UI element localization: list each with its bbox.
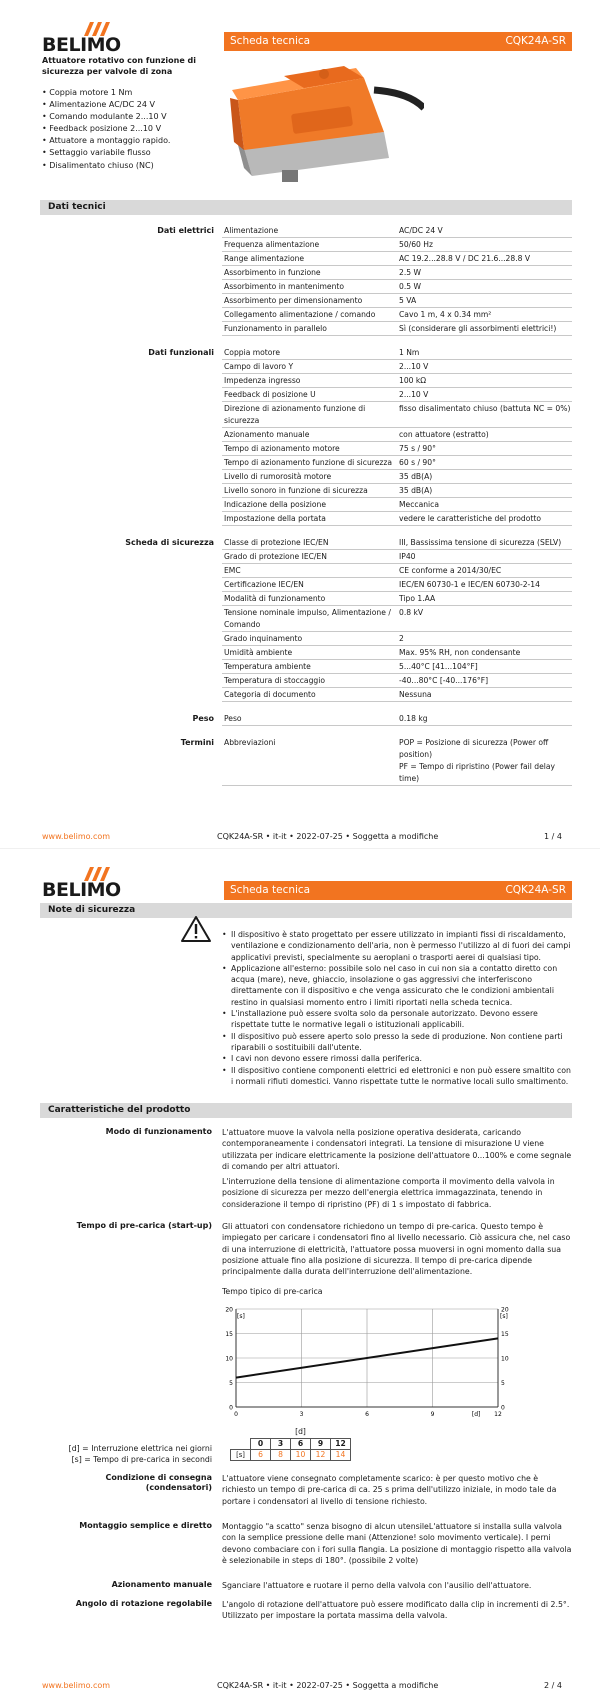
spec-value: 2	[399, 634, 404, 643]
spec-key: Livello sonoro in funzione di sicurezza	[224, 486, 368, 495]
delivery-text: L'attuatore viene consegnato completamente scarico: è per questo motivo che è richiesto un tempo di pre-carica di ca. 25 s prima dell'utilizzo iniziale, in modo tale da portare i condensatori al livello di tensione richiesto.	[222, 1474, 557, 1506]
spec-value: 1 Nm	[399, 348, 420, 357]
table-row-seconds	[231, 1449, 351, 1460]
safety-notes	[222, 929, 572, 1087]
spec-key: Abbreviazioni	[224, 738, 276, 747]
spec-row	[222, 736, 572, 786]
spec-value: 0.8 kV	[399, 608, 424, 617]
spec-value: 60 s / 90°	[399, 458, 436, 467]
spec-table	[40, 224, 572, 796]
spec-value: 100 kΩ	[399, 376, 427, 385]
spec-row	[222, 470, 572, 484]
mode-label: Modo di funzionamento	[105, 1127, 212, 1136]
spec-key: Certificazione IEC/EN	[224, 580, 304, 589]
spec-key: Coppia motore	[224, 348, 281, 357]
characteristics-bar	[40, 1103, 572, 1118]
feature-item: • Feedback posizione 2...10 V	[42, 123, 212, 135]
model-number: CQK24A-SR	[505, 35, 566, 47]
spec-key: Livello di rumorosità motore	[224, 472, 332, 481]
doc-type: Scheda tecnica	[230, 884, 311, 896]
delivery-row	[40, 1473, 572, 1507]
mode-paragraph-1: L'attuatore muove la valvola nella posizione operativa desiderata, caricando contemporaneamente i condensatori integrati. La tensione di misurazione U viene utilizzata per indicare elettricamente la posizione dell'attuatore 0...100% e come segnale di comando per altri attuatori.	[222, 1128, 572, 1171]
spec-key: Campo di lavoro Y	[224, 362, 294, 371]
spec-group-label: Termini	[180, 738, 214, 747]
spec-value: 5 VA	[399, 296, 417, 305]
x-axis-label: [d]	[471, 1411, 481, 1418]
table-days-cell: 6	[291, 1438, 311, 1449]
table-days-cell: 0	[251, 1438, 271, 1449]
spec-row	[222, 660, 572, 674]
doc-header-bar	[224, 881, 572, 900]
spec-key: Modalità di funzionamento	[224, 594, 326, 603]
spec-group	[40, 536, 572, 702]
spec-key: Grado di protezione IEC/EN	[224, 552, 327, 561]
table-row-days	[231, 1438, 351, 1449]
spec-row	[222, 346, 572, 360]
feature-item: • Settaggio variabile flusso	[42, 147, 212, 159]
footer-page-number: 1 / 4	[544, 832, 562, 841]
spec-value: IP40	[399, 552, 416, 561]
y-tick-label: 5	[229, 1380, 233, 1387]
spec-key: Peso	[224, 714, 242, 723]
x-tick-label: 9	[430, 1411, 435, 1418]
safety-note: • Il dispositivo può essere aperto solo presso la sede di produzione. Non contiene parti riparabili o sostituibili dall'utente.	[222, 1031, 572, 1054]
product-intro	[42, 56, 212, 172]
spec-key: Temperatura di stoccaggio	[224, 676, 325, 685]
spec-group	[40, 224, 572, 336]
x-tick-label: 0	[234, 1411, 238, 1418]
spec-value: POP = Posizione di sicurezza (Power off position) PF = Tempo di ripristino (Power fail delay time)	[399, 738, 556, 783]
feature-list	[42, 87, 212, 172]
spec-key: Classe di protezione IEC/EN	[224, 538, 329, 547]
spec-row	[222, 442, 572, 456]
logo-text: BELIMO	[42, 879, 121, 901]
spec-value: Sì (considerare gli assorbimenti elettrici!)	[399, 324, 557, 333]
y-axis-label: [s]	[237, 1313, 245, 1320]
safety-note: • Applicazione all'esterno: possibile solo nel caso in cui non sia a contatto diretto con acqua (mare), neve, ghiaccio, insolazione o gas aggressivi che interferiscono direttamente con il dispositivo e che venga assicurato che le condizioni ambientali restino in qualsiasi momento entro i limiti riportati nella scheda tecnica.	[222, 963, 572, 1008]
spec-row	[222, 388, 572, 402]
feature-item: • Disalimentato chiuso (NC)	[42, 160, 212, 172]
spec-key: Indicazione della posizione	[224, 500, 326, 509]
page-2	[0, 848, 600, 1696]
spec-key: Azionamento manuale	[224, 430, 310, 439]
mount-row	[40, 1521, 572, 1566]
tech-data-title: Dati tecnici	[48, 202, 106, 212]
spec-key: Direzione di azionamento funzione di sicurezza	[224, 404, 366, 425]
precharge-table	[230, 1427, 351, 1461]
spec-row	[222, 592, 572, 606]
spec-key: Assorbimento per dimensionamento	[224, 296, 363, 305]
spec-value: Nessuna	[399, 690, 432, 699]
mode-paragraph-2: L'interruzione della tensione di alimentazione comporta il movimento della valvola in posizione di sicurezza per mezzo dell'energia elettrica immagazzinata, tenendo in considerazione il tempo di ripristino (PF) di 1 s impostato di fabbrica.	[222, 1177, 555, 1209]
spec-row	[222, 322, 572, 336]
spec-row	[222, 606, 572, 632]
spec-key: Funzionamento in parallelo	[224, 324, 327, 333]
legend-days: [d] = Interruzione elettrica nei giorni	[68, 1444, 212, 1453]
mount-text: Montaggio "a scatto" senza bisogno di alcun utensileL'attuatore si installa sulla valvola con la semplice pressione delle mani (Attenzione! solo movimento verticale). I perni devono combaciare con i fori sulla flangia. La posizione di montaggio rispetto alla valvola è selezionabile in steps di 180°. (possibile 2 volte)	[222, 1522, 572, 1565]
spec-row	[222, 360, 572, 374]
spec-row	[222, 632, 572, 646]
delivery-label: Condizione di consegna (condensatori)	[105, 1473, 212, 1493]
spec-key: Temperatura ambiente	[224, 662, 311, 671]
spec-key: Collegamento alimentazione / comando	[224, 310, 376, 319]
product-image	[224, 50, 424, 185]
y-tick-label-right: 20	[501, 1306, 509, 1314]
spec-group-label: Dati elettrici	[157, 226, 214, 235]
y-tick-label: 20	[225, 1306, 233, 1314]
model-number: CQK24A-SR	[505, 884, 566, 896]
table-seconds-cell: 8	[271, 1449, 291, 1460]
spec-value: AC/DC 24 V	[399, 226, 443, 235]
feature-item: • Alimentazione AC/DC 24 V	[42, 99, 212, 111]
safety-note: • I cavi non devono essere rimossi dalla periferica.	[222, 1053, 572, 1064]
precharge-row	[40, 1221, 572, 1277]
y-tick-label-right: 15	[501, 1331, 509, 1338]
spec-row	[222, 688, 572, 702]
footer-doc-info: CQK24A-SR • it-it • 2022-07-25 • Soggetta a modifiche	[217, 832, 439, 841]
product-title: Attuatore rotativo con funzione di sicurezza per valvole di zona	[42, 56, 196, 76]
spec-group	[40, 736, 572, 786]
manual-text: Sganciare l'attuatore e ruotare il perno della valvola con l'ausilio dell'attuatore.	[222, 1581, 532, 1590]
y-tick-label: 10	[225, 1355, 233, 1363]
spec-key: Feedback di posizione U	[224, 390, 316, 399]
footer-website[interactable]: www.belimo.com	[42, 832, 111, 841]
spec-value: fisso disalimentato chiuso (battuta NC = 0%)	[399, 404, 571, 413]
table-seconds-cell: 14	[331, 1449, 351, 1460]
spec-value: 2...10 V	[399, 390, 429, 399]
x-tick-label: 6	[365, 1411, 369, 1418]
manual-label: Azionamento manuale	[111, 1580, 212, 1589]
y-tick-label: 0	[229, 1404, 233, 1412]
spec-value: con attuatore (estratto)	[399, 430, 489, 439]
table-seconds-cell: 12	[311, 1449, 331, 1460]
footer-website[interactable]: www.belimo.com	[42, 1681, 111, 1690]
spec-value: 2.5 W	[399, 268, 421, 277]
x-tick-label: 3	[299, 1411, 304, 1418]
angle-text: L'angolo di rotazione dell'attuatore può essere modificato dalla clip in incrementi di 2.5°. Utilizzato per impostare la portata massima della valvola.	[222, 1600, 570, 1621]
spec-row	[222, 484, 572, 498]
spec-value: CE conforme a 2014/30/EC	[399, 566, 502, 575]
spec-key: Tensione nominale impulso, Alimentazione / Comando	[224, 608, 391, 629]
spec-key: Assorbimento in mantenimento	[224, 282, 345, 291]
mount-label: Montaggio semplice e diretto	[79, 1521, 212, 1530]
y-tick-label-right: 0	[501, 1404, 505, 1412]
spec-value: AC 19.2...28.8 V / DC 21.6...28.8 V	[399, 254, 531, 263]
spec-value: 2...10 V	[399, 362, 429, 371]
spec-value: -40...80°C [-40...176°F]	[399, 676, 489, 685]
characteristics-title: Caratteristiche del prodotto	[48, 1105, 191, 1115]
spec-row	[222, 550, 572, 564]
spec-group	[40, 712, 572, 726]
x-tick-label: 12	[494, 1411, 502, 1418]
spec-row	[222, 578, 572, 592]
table-days-cell: 12	[331, 1438, 351, 1449]
belimo-logo	[42, 22, 121, 56]
spec-key: Grado inquinamento	[224, 634, 303, 643]
angle-row	[40, 1599, 572, 1622]
spec-key: Impedenza ingresso	[224, 376, 301, 385]
spec-value: Max. 95% RH, non condensante	[399, 648, 521, 657]
footer-doc-info: CQK24A-SR • it-it • 2022-07-25 • Soggetta a modifiche	[217, 1681, 439, 1690]
safety-bar	[40, 903, 572, 918]
doc-header-bar	[224, 32, 572, 51]
spec-row	[222, 224, 572, 238]
spec-group-label: Scheda di sicurezza	[125, 538, 214, 547]
spec-key: Tempo di azionamento funzione di sicurezza	[224, 458, 393, 467]
spec-value: IEC/EN 60730-1 e IEC/EN 60730-2-14	[399, 580, 540, 589]
feature-item: • Attuatore a montaggio rapido.	[42, 135, 212, 147]
table-days-cell: 9	[311, 1438, 331, 1449]
spec-key: Impostazione della portata	[224, 514, 326, 523]
spec-row	[222, 252, 572, 266]
safety-note: • Il dispositivo è stato progettato per essere utilizzato in impianti fissi di riscaldamento, ventilazione e condizionamento dell'aria, non è permesso l'utilizzo al di fuori dei campi applicativi previsti, specialmente su aeroplani o trasporti aerei di qualsiasi tipo.	[222, 929, 572, 963]
mode-row	[40, 1127, 572, 1214]
spec-value: 35 dB(A)	[399, 472, 433, 481]
precharge-chart	[222, 1303, 522, 1418]
spec-value: 75 s / 90°	[399, 444, 436, 453]
doc-type: Scheda tecnica	[230, 35, 311, 47]
spec-value: III, Bassissima tensione di sicurezza (SELV)	[399, 538, 562, 547]
spec-group-label: Dati funzionali	[148, 348, 214, 357]
table-legend	[40, 1443, 212, 1466]
spec-row	[222, 280, 572, 294]
y-tick-label-right: 5	[501, 1380, 505, 1387]
manual-row	[40, 1580, 572, 1591]
y-axis-label-right: [s]	[500, 1313, 508, 1320]
table-seconds-cell: 10	[291, 1449, 311, 1460]
table-days-header: [d]	[295, 1427, 306, 1437]
precharge-text: Gli attuatori con condensatore richiedono un tempo di pre-carica. Questo tempo è impiegato per caricare i condensatori fino al livello necessario. Ciò assicura che, nel caso di una interruzione di elettricità, l'attuatore possa muoversi in ogni momento dalla sua posizione attuale fino alla posizione di sicurezza. Il tempo di pre-carica dipende principalmente dalla durata dell'interruzione dell'alimentazione.	[222, 1222, 571, 1277]
spec-row	[222, 646, 572, 660]
spec-value: Cavo 1 m, 4 x 0.34 mm²	[399, 310, 492, 319]
table-days-cell: 3	[271, 1438, 291, 1449]
safety-note: • Il dispositivo contiene componenti elettrici ed elettronici e non può essere smaltito con i normali rifiuti domestici. Vanno rispettate tutte le normative locali sullo smaltimento.	[222, 1065, 572, 1088]
spec-row	[222, 402, 572, 428]
spec-key: Assorbimento in funzione	[224, 268, 321, 277]
safety-title: Note di sicurezza	[48, 905, 136, 915]
spec-value: 0.5 W	[399, 282, 421, 291]
spec-row	[222, 512, 572, 526]
spec-value: 0.18 kg	[399, 714, 428, 723]
spec-row	[222, 266, 572, 280]
spec-value: 50/60 Hz	[399, 240, 433, 249]
spec-key: EMC	[224, 566, 241, 575]
y-tick-label-right: 10	[501, 1355, 509, 1363]
spec-row	[222, 674, 572, 688]
feature-item: • Comando modulante 2...10 V	[42, 111, 212, 123]
spec-row	[222, 374, 572, 388]
footer-page-number: 2 / 4	[544, 1681, 562, 1690]
legend-seconds: [s] = Tempo di pre-carica in secondi	[71, 1455, 212, 1465]
feature-item: • Coppia motore 1 Nm	[42, 87, 212, 99]
spec-value: Meccanica	[399, 500, 439, 509]
spec-row	[222, 712, 572, 726]
angle-label: Angolo di rotazione regolabile	[75, 1599, 212, 1608]
spec-key: Alimentazione	[224, 226, 279, 235]
table-seconds-cell: 6	[251, 1449, 271, 1460]
table-seconds-unit: [s]	[231, 1449, 251, 1460]
spec-row	[222, 238, 572, 252]
warning-icon	[180, 915, 212, 943]
spec-key: Umidità ambiente	[224, 648, 293, 657]
spec-key: Categoria di documento	[224, 690, 316, 699]
tech-data-bar	[40, 200, 572, 215]
safety-note: • L'installazione può essere svolta solo da personale autorizzato. Devono essere rispettate tutte le normative legali o istituzionali applicabili.	[222, 1008, 572, 1031]
spec-group	[40, 346, 572, 526]
spec-row	[222, 428, 572, 442]
spec-key: Tempo di azionamento motore	[224, 444, 340, 453]
spec-row	[222, 498, 572, 512]
spec-value: 5...40°C [41...104°F]	[399, 662, 478, 671]
spec-group-label: Peso	[192, 714, 214, 723]
spec-row	[222, 294, 572, 308]
spec-row	[222, 308, 572, 322]
spec-key: Frequenza alimentazione	[224, 240, 320, 249]
spec-row	[222, 564, 572, 578]
belimo-logo	[42, 867, 121, 901]
spec-row	[222, 456, 572, 470]
spec-row	[222, 536, 572, 550]
spec-value: vedere le caratteristiche del prodotto	[399, 514, 541, 523]
precharge-label: Tempo di pre-carica (start-up)	[76, 1221, 212, 1230]
spec-value: Tipo 1.AA	[399, 594, 436, 603]
spec-key: Range alimentazione	[224, 254, 305, 263]
chart-caption: Tempo tipico di pre-carica	[222, 1287, 323, 1296]
spec-value: 35 dB(A)	[399, 486, 433, 495]
logo-text: BELIMO	[42, 34, 121, 56]
y-tick-label: 15	[225, 1331, 233, 1338]
